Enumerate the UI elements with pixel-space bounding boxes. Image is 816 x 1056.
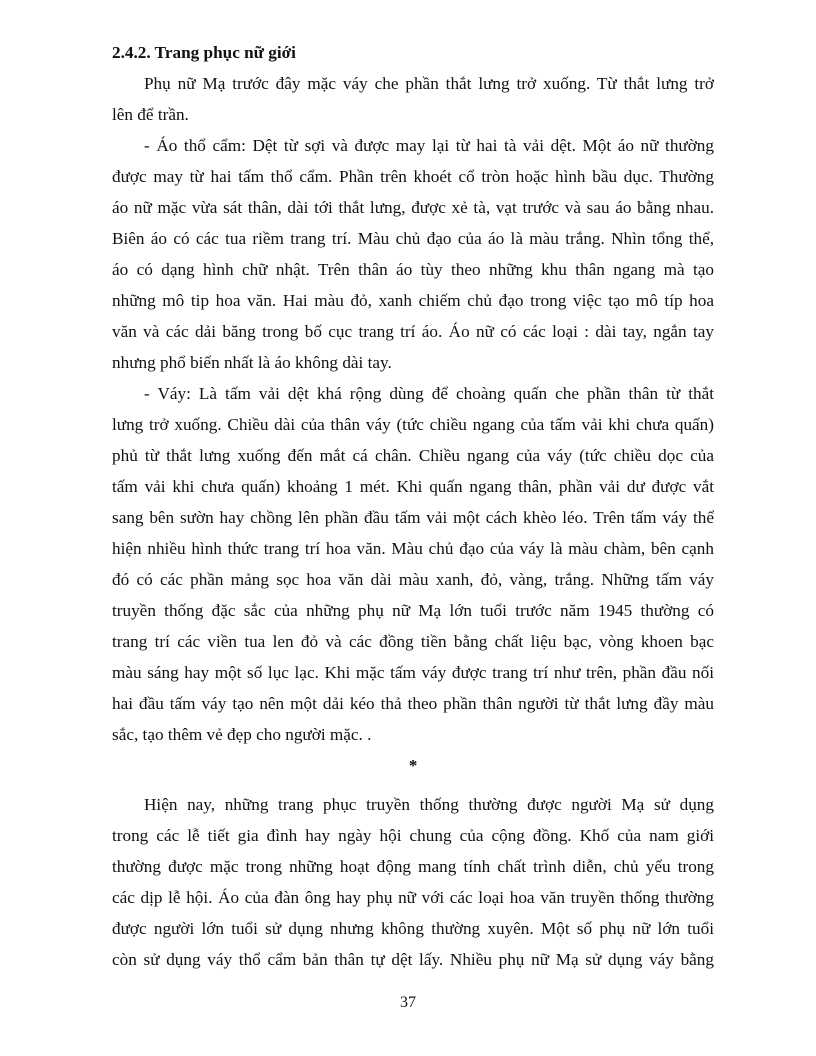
text-line: màu sáng hay một số lục lạc. Khi mặc tấm váy được trang trí như trên, phần đầu nối	[112, 663, 714, 682]
spacer	[112, 781, 714, 789]
section-separator: *	[408, 756, 418, 775]
text-line: còn sử dụng váy thổ cẩm bản thân tự dệt lấy. Nhiều phụ nữ Mạ sử dụng váy bằng	[112, 950, 714, 969]
text-line: Phụ nữ Mạ trước đây mặc váy che phần thắt lưng trở xuống. Từ thắt lưng trở	[144, 74, 714, 93]
text-line: hai đầu tấm váy tạo nên một dải kéo thả theo phần thân người từ thắt lưng đầy màu	[112, 694, 714, 713]
text-line: được may từ hai tấm thổ cẩm. Phần trên khoét cổ tròn hoặc hình bầu dục. Thường	[112, 167, 714, 186]
vay-paragraph	[112, 378, 714, 750]
text-line: lên để trần.	[112, 105, 189, 124]
text-line: - Váy: Là tấm vải dệt khá rộng dùng để choàng quấn che phần thân từ thắt	[144, 384, 714, 403]
present-day-paragraph	[112, 789, 714, 975]
text-line: truyền thống đặc sắc của những phụ nữ Mạ lớn tuổi trước năm 1945 thường có	[112, 601, 714, 620]
text-line: lưng trở xuống. Chiều dài của thân váy (tức chiều ngang của tấm vải khi chưa quấn)	[112, 415, 714, 434]
document-page	[112, 37, 714, 975]
text-line: những mô tip hoa văn. Hai màu đỏ, xanh chiếm chủ đạo trong việc tạo mô típ hoa	[112, 291, 714, 310]
text-line: áo có dạng hình chữ nhật. Trên thân áo tùy theo những khu thân ngang mà tạo	[112, 260, 714, 279]
ao-tho-cam-paragraph	[112, 130, 714, 378]
text-line: nhưng phổ biến nhất là áo không dài tay.	[112, 353, 392, 372]
text-line: tấm vải khi chưa quấn) khoảng 1 mét. Khi quấn ngang thân, phần vải dư được vắt	[112, 477, 714, 496]
text-line: Hiện nay, những trang phục truyền thống thường được người Mạ sử dụng	[144, 795, 714, 814]
text-line: sắc, tạo thêm vẻ đẹp cho người mặc. .	[112, 725, 372, 744]
text-line: trang trí các viền tua len đỏ và các đồng tiền bằng chất liệu bạc, vòng khoen bạc	[112, 632, 714, 651]
text-line: sang bên sườn hay chồng lên phần đầu tấm vải một cách khèo léo. Trên tấm váy thể	[112, 508, 714, 527]
text-line: áo nữ mặc vừa sát thân, dài tới thắt lưng, được xẻ tà, vạt trước và sau áo bằng nhau.	[112, 198, 714, 217]
text-line: các dịp lễ hội. Áo của đàn ông hay phụ nữ với các loại hoa văn truyền thống thường	[112, 888, 714, 907]
text-line: hiện nhiều hình thức trang trí hoa văn. Màu chủ đạo của váy là màu chàm, bên cạnh	[112, 539, 714, 558]
text-line: trong các lễ tiết gia đình hay ngày hội chung của cộng đồng. Khố của nam giới	[112, 826, 714, 845]
text-line: văn và các dải băng trong bố cục trang trí áo. Áo nữ có các loại : dài tay, ngắn tay	[112, 322, 714, 341]
body-before-separator	[112, 68, 714, 750]
text-line: được người lớn tuổi sử dụng nhưng không thường xuyên. Một số phụ nữ lớn tuổi	[112, 919, 714, 938]
text-line: phủ từ thắt lưng xuống đến mắt cá chân. Chiều ngang của váy (tức chiều dọc của	[112, 446, 714, 465]
page-number: 37	[400, 994, 416, 1011]
text-line: Biên áo có các tua riềm trang trí. Màu chủ đạo của áo là màu trắng. Nhìn tổng thể,	[112, 229, 714, 248]
text-line: - Áo thổ cẩm: Dệt từ sợi và được may lại từ hai tà vải dệt. Một áo nữ thường	[144, 136, 714, 155]
section-heading: 2.4.2. Trang phục nữ giới	[112, 43, 296, 62]
intro-paragraph	[112, 68, 714, 130]
text-line: đó có các phần mảng sọc hoa văn dài màu xanh, đỏ, vàng, trắng. Những tấm váy	[112, 570, 714, 589]
body-after-separator	[112, 789, 714, 975]
text-line: thường được mặc trong những hoạt động mang tính chất trình diễn, chủ yếu trong	[112, 857, 714, 876]
